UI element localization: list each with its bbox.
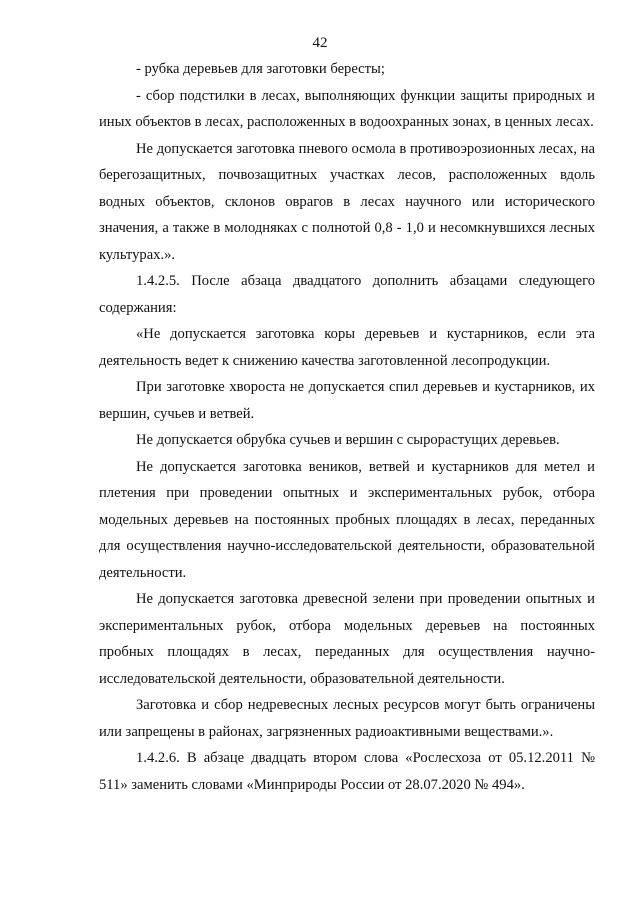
paragraph-3: Не допускается заготовка пневого осмола в противоэрозионных лесах, на берегозащитных, почвозащитных участках лесов, расположенных вдоль водных объектов, склонов оврагов в лесах научного или исторического значения, а также в молодняках с полнотой 0,8 - 1,0 и несомкнувшихся лесных культурах.». — [99, 140, 595, 263]
paragraph-5: «Не допускается заготовка коры деревьев и кустарников, если эта деятельность ведет к снижению качества заготовленной лесопродукции. — [99, 326, 595, 369]
paragraph-4: 1.4.2.5. После абзаца двадцатого дополнить абзацами следующего содержания: — [99, 273, 595, 316]
document-body — [99, 56, 595, 798]
page-number: 42 — [312, 35, 328, 51]
paragraph-10: Заготовка и сбор недревесных лесных ресурсов могут быть ограничены или запрещены в районах, загрязненных радиоактивными веществами.». — [99, 697, 595, 740]
paragraph-7: Не допускается обрубка сучьев и вершин с сырорастущих деревьев. — [136, 432, 560, 448]
paragraph-6: При заготовке хвороста не допускается спил деревьев и кустарников, их вершин, сучьев и ветвей. — [99, 379, 595, 422]
paragraph-11: 1.4.2.6. В абзаце двадцать втором слова «Рослесхоза от 05.12.2011 № 511» заменить словами «Минприроды России от 28.07.2020 № 494». — [99, 750, 595, 793]
paragraph-1: - рубка деревьев для заготовки бересты; — [136, 61, 385, 77]
paragraph-9: Не допускается заготовка древесной зелени при проведении опытных и экспериментальных рубок, отбора модельных деревьев на постоянных пробных площадях в лесах, переданных для осуществления научно-исследовательской деятельности, образовательной деятельности. — [99, 591, 595, 687]
paragraph-8: Не допускается заготовка веников, ветвей и кустарников для метел и плетения при проведении опытных и экспериментальных рубок, отбора модельных деревьев на постоянных пробных площадях в лесах, переданных для осуществления научно-исследовательской деятельности, образовательной деятельности. — [99, 458, 595, 581]
paragraph-2: - сбор подстилки в лесах, выполняющих функции защиты природных и иных объектов в лесах, расположенных в водоохранных зонах, в ценных лесах. — [99, 87, 595, 130]
